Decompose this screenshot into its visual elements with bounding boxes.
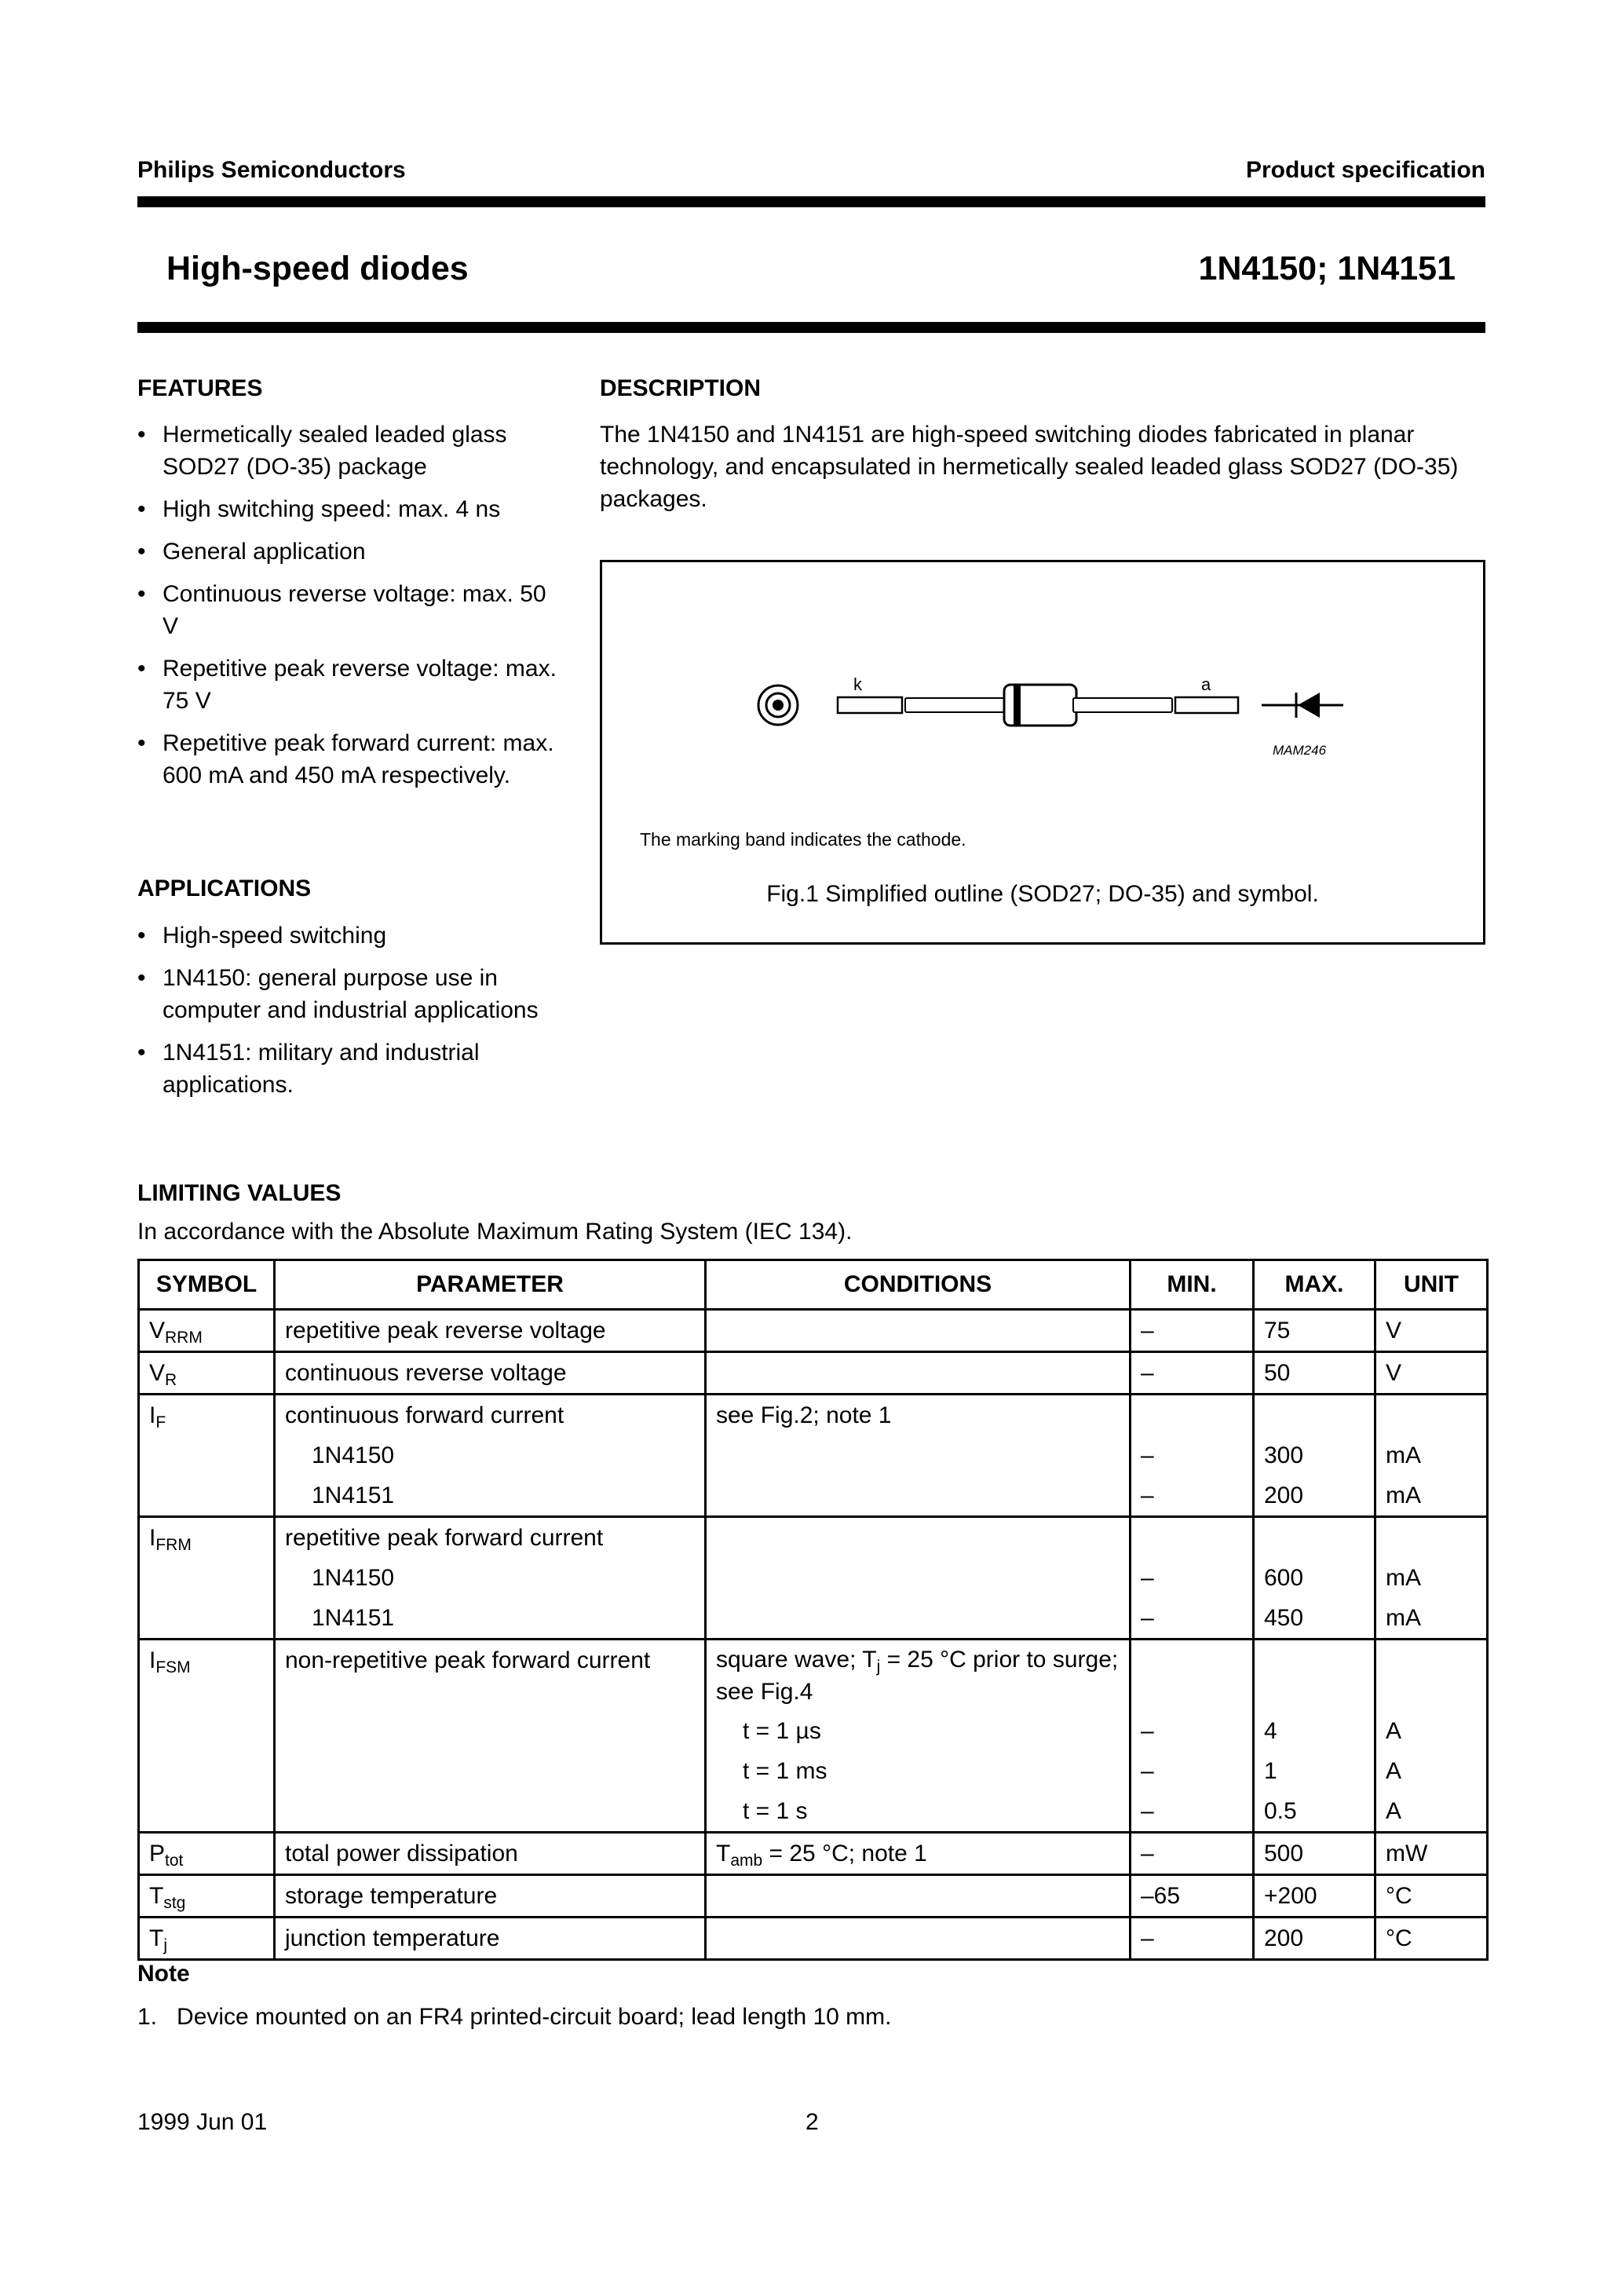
cathode-band-icon (1014, 685, 1021, 726)
max-cell: 4 (1254, 1711, 1375, 1751)
table-row (139, 1875, 1488, 1918)
description-heading: DESCRIPTION (600, 375, 762, 401)
parameter-cell: 1N4150 (275, 1558, 706, 1598)
symbol-cell: $V_{RRM}$ (139, 1310, 275, 1352)
parameter-cell: continuous forward current (275, 1395, 706, 1436)
unit-cell: mA (1375, 1475, 1488, 1517)
symbol-triangle-icon (1298, 693, 1320, 718)
figure-caption: Fig.1 Simplified outline (SOD27; DO-35) and symbol. (766, 881, 1319, 907)
conditions-cell (706, 1310, 1131, 1352)
max-cell: 1 (1254, 1751, 1375, 1791)
min-cell (1131, 1395, 1254, 1436)
conditions-cell: $T_{amb} = 25$ °C; note 1 (706, 1833, 1131, 1875)
footer-date: 1999 Jun 01 (137, 2109, 268, 2135)
part-numbers: 1N4150; 1N4151 (1198, 250, 1456, 287)
symbol-cell: $T_j$ (139, 1918, 275, 1960)
conditions-cell: see Fig.2; note 1 (706, 1395, 1131, 1436)
conditions-cell: t = 1 s (706, 1791, 1131, 1833)
max-cell: 450 (1254, 1598, 1375, 1640)
unit-cell: °C (1375, 1875, 1488, 1918)
table-row (139, 1640, 1488, 1712)
col-min: MIN. (1131, 1260, 1254, 1310)
unit-cell: mA (1375, 1435, 1488, 1475)
unit-cell: mW (1375, 1833, 1488, 1875)
limiting-values-heading: LIMITING VALUES (137, 1180, 342, 1206)
document-type: Product specification (1245, 157, 1485, 183)
table-row (139, 1475, 1488, 1517)
col-parameter: PARAMETER (275, 1260, 706, 1310)
header-rule-top (137, 196, 1485, 207)
col-max: MAX. (1254, 1260, 1375, 1310)
max-cell: 600 (1254, 1558, 1375, 1598)
table-row (139, 1833, 1488, 1875)
label-a: a (1201, 675, 1211, 694)
end-view-core-icon (773, 700, 784, 711)
list-item: • Repetitive peak forward current: max. 600 mA and 450 mA respectively. (137, 727, 561, 792)
min-cell: – (1131, 1918, 1254, 1960)
parameter-cell: total power dissipation (275, 1833, 706, 1875)
list-item: • Hermetically sealed leaded glass SOD27 (DO-35) package (137, 419, 561, 483)
unit-cell: °C (1375, 1918, 1488, 1960)
unit-cell: mA (1375, 1558, 1488, 1598)
parameter-cell: non-repetitive peak forward current (275, 1640, 706, 1712)
conditions-cell: t = 1 µs (706, 1711, 1131, 1751)
list-item: • General application (137, 536, 561, 568)
table-row (139, 1711, 1488, 1751)
list-item: • High-speed switching (137, 919, 561, 952)
parameter-cell: repetitive peak reverse voltage (275, 1310, 706, 1352)
unit-cell: V (1375, 1310, 1488, 1352)
min-cell: – (1131, 1833, 1254, 1875)
cathode-lead-end-icon (838, 697, 902, 713)
symbol-cell: $T_{stg}$ (139, 1875, 275, 1918)
symbol-cell: $I_{FRM}$ (139, 1517, 275, 1559)
parameter-cell: 1N4150 (275, 1435, 706, 1475)
min-cell: –65 (1131, 1875, 1254, 1918)
list-item: • Repetitive peak reverse voltage: max. 75 V (137, 653, 561, 717)
unit-cell: A (1375, 1711, 1488, 1751)
conditions-cell: square wave; $T_j = 25$ °C prior to surge; see Fig.4 (706, 1640, 1131, 1712)
note-item-1: 1. Device mounted on an FR4 printed-circuit board; lead length 10 mm. (137, 2004, 892, 2030)
col-conditions: CONDITIONS (706, 1260, 1131, 1310)
min-cell: – (1131, 1598, 1254, 1640)
features-list (137, 419, 561, 802)
table-row (139, 1791, 1488, 1833)
table-row (139, 1435, 1488, 1475)
figure-1 (600, 560, 1485, 945)
parameter-cell: continuous reverse voltage (275, 1352, 706, 1395)
parameter-cell: junction temperature (275, 1918, 706, 1960)
features-heading: FEATURES (137, 375, 263, 401)
min-cell: – (1131, 1711, 1254, 1751)
company-name: Philips Semiconductors (137, 157, 406, 183)
col-unit: UNIT (1375, 1260, 1488, 1310)
conditions-cell (706, 1918, 1131, 1960)
unit-cell: V (1375, 1352, 1488, 1395)
table-row (139, 1598, 1488, 1640)
max-cell: 200 (1254, 1475, 1375, 1517)
table-row (139, 1558, 1488, 1598)
min-cell: – (1131, 1751, 1254, 1791)
description-text: The 1N4150 and 1N4151 are high-speed switching diodes fabricated in planar technology, and encapsulated in hermetically sealed leaded glass SOD27 (DO-35) packages. (600, 422, 1459, 512)
max-cell: 500 (1254, 1833, 1375, 1875)
min-cell: – (1131, 1435, 1254, 1475)
figure-code: MAM246 (1273, 743, 1327, 758)
conditions-cell (706, 1352, 1131, 1395)
list-item: • Continuous reverse voltage: max. 50 V (137, 578, 561, 642)
min-cell: – (1131, 1558, 1254, 1598)
list-item: • 1N4150: general purpose use in computer and industrial applications (137, 962, 561, 1026)
table-header-row (139, 1260, 1488, 1310)
conditions-cell (706, 1517, 1131, 1559)
min-cell: – (1131, 1310, 1254, 1352)
limiting-values-table (137, 1259, 1489, 1961)
anode-lead-end-icon (1175, 697, 1238, 713)
table-row (139, 1352, 1488, 1395)
list-item: • 1N4151: military and industrial applications. (137, 1036, 561, 1101)
symbol-cell: $P_{tot}$ (139, 1833, 275, 1875)
max-cell: +200 (1254, 1875, 1375, 1918)
anode-lead-icon (1073, 698, 1172, 712)
label-k: k (853, 675, 862, 694)
page-title: High-speed diodes (166, 250, 469, 287)
table-row (139, 1517, 1488, 1559)
list-item: • High switching speed: max. 4 ns (137, 493, 561, 525)
figure-note: The marking band indicates the cathode. (640, 829, 966, 850)
symbol-cell: $I_{FSM}$ (139, 1640, 275, 1712)
max-cell: 300 (1254, 1435, 1375, 1475)
table-row (139, 1751, 1488, 1791)
max-cell (1254, 1395, 1375, 1436)
max-cell: 50 (1254, 1352, 1375, 1395)
unit-cell: A (1375, 1791, 1488, 1833)
min-cell: – (1131, 1352, 1254, 1395)
min-cell: – (1131, 1791, 1254, 1833)
applications-list (137, 919, 561, 1111)
table-row (139, 1395, 1488, 1436)
conditions-cell (706, 1875, 1131, 1918)
limiting-values-intro: In accordance with the Absolute Maximum Rating System (IEC 134). (137, 1219, 853, 1245)
header-rule-bottom (137, 322, 1485, 333)
min-cell: – (1131, 1475, 1254, 1517)
unit-cell: A (1375, 1751, 1488, 1791)
table-row (139, 1310, 1488, 1352)
symbol-cell: $V_R$ (139, 1352, 275, 1395)
cathode-lead-icon (905, 698, 1007, 712)
unit-cell (1375, 1395, 1488, 1436)
parameter-cell: repetitive peak forward current (275, 1517, 706, 1559)
unit-cell: mA (1375, 1598, 1488, 1640)
note-heading: Note (137, 1961, 190, 1987)
parameter-cell: 1N4151 (275, 1598, 706, 1640)
max-cell: 200 (1254, 1918, 1375, 1960)
max-cell: 0.5 (1254, 1791, 1375, 1833)
applications-heading: APPLICATIONS (137, 876, 312, 901)
max-cell: 75 (1254, 1310, 1375, 1352)
table-row (139, 1918, 1488, 1960)
symbol-cell: $I_F$ (139, 1395, 275, 1436)
col-symbol: SYMBOL (139, 1260, 275, 1310)
parameter-cell: storage temperature (275, 1875, 706, 1918)
parameter-cell: 1N4151 (275, 1475, 706, 1517)
conditions-cell: t = 1 ms (706, 1751, 1131, 1791)
page-number: 2 (806, 2109, 819, 2135)
